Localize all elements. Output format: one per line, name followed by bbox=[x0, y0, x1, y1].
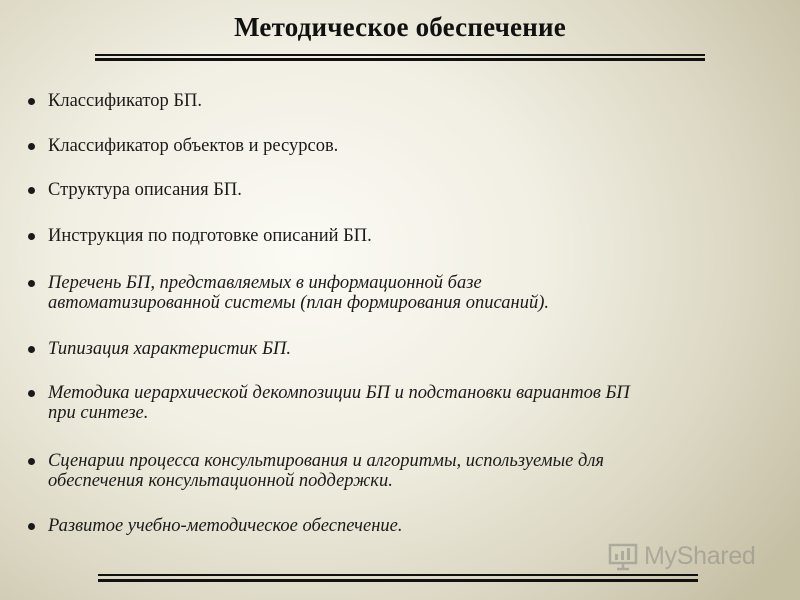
list-item-line: Сценарии процесса консультирования и алгоритмы, используемые для bbox=[48, 451, 604, 471]
footer-rule-upper bbox=[98, 574, 698, 576]
bullet-icon bbox=[28, 523, 35, 530]
list-item-line: при синтезе. bbox=[48, 403, 149, 423]
bullet-icon bbox=[28, 187, 35, 194]
list-item-line: Методика иерархической декомпозиции БП и подстановки вариантов БП bbox=[48, 383, 630, 403]
footer-rule-lower bbox=[98, 579, 698, 582]
bullet-icon bbox=[28, 458, 35, 465]
bullet-icon bbox=[28, 280, 35, 287]
list-item bbox=[48, 383, 773, 423]
list-item-line: обеспечения консультационной поддержки. bbox=[48, 471, 393, 491]
bullet-icon bbox=[28, 390, 35, 397]
watermark-text: MyShared bbox=[644, 541, 756, 570]
list-item: Классификатор объектов и ресурсов. bbox=[48, 136, 339, 156]
bullet-icon bbox=[28, 233, 35, 240]
title-rule-upper bbox=[95, 54, 705, 56]
list-item: Структура описания БП. bbox=[48, 180, 242, 200]
list-item: Типизация характеристик БП. bbox=[48, 339, 291, 359]
list-item: Инструкция по подготовке описаний БП. bbox=[48, 226, 372, 246]
list-item: Развитое учебно-методическое обеспечение. bbox=[48, 516, 403, 536]
list-item-line: автоматизированной системы (план формирования описаний). bbox=[48, 293, 549, 313]
list-item bbox=[48, 273, 773, 313]
bullet-icon bbox=[28, 143, 35, 150]
myshared-watermark bbox=[608, 539, 768, 573]
myshared-logo-icon bbox=[608, 541, 640, 571]
bullet-icon bbox=[28, 98, 35, 105]
title-rule-lower bbox=[95, 58, 705, 61]
page-title: Методическое обеспечение bbox=[234, 12, 566, 42]
bullet-icon bbox=[28, 346, 35, 353]
list-item: Классификатор БП. bbox=[48, 91, 203, 111]
list-item bbox=[48, 451, 773, 491]
list-item-line: Перечень БП, представляемых в информационной базе bbox=[48, 273, 482, 293]
